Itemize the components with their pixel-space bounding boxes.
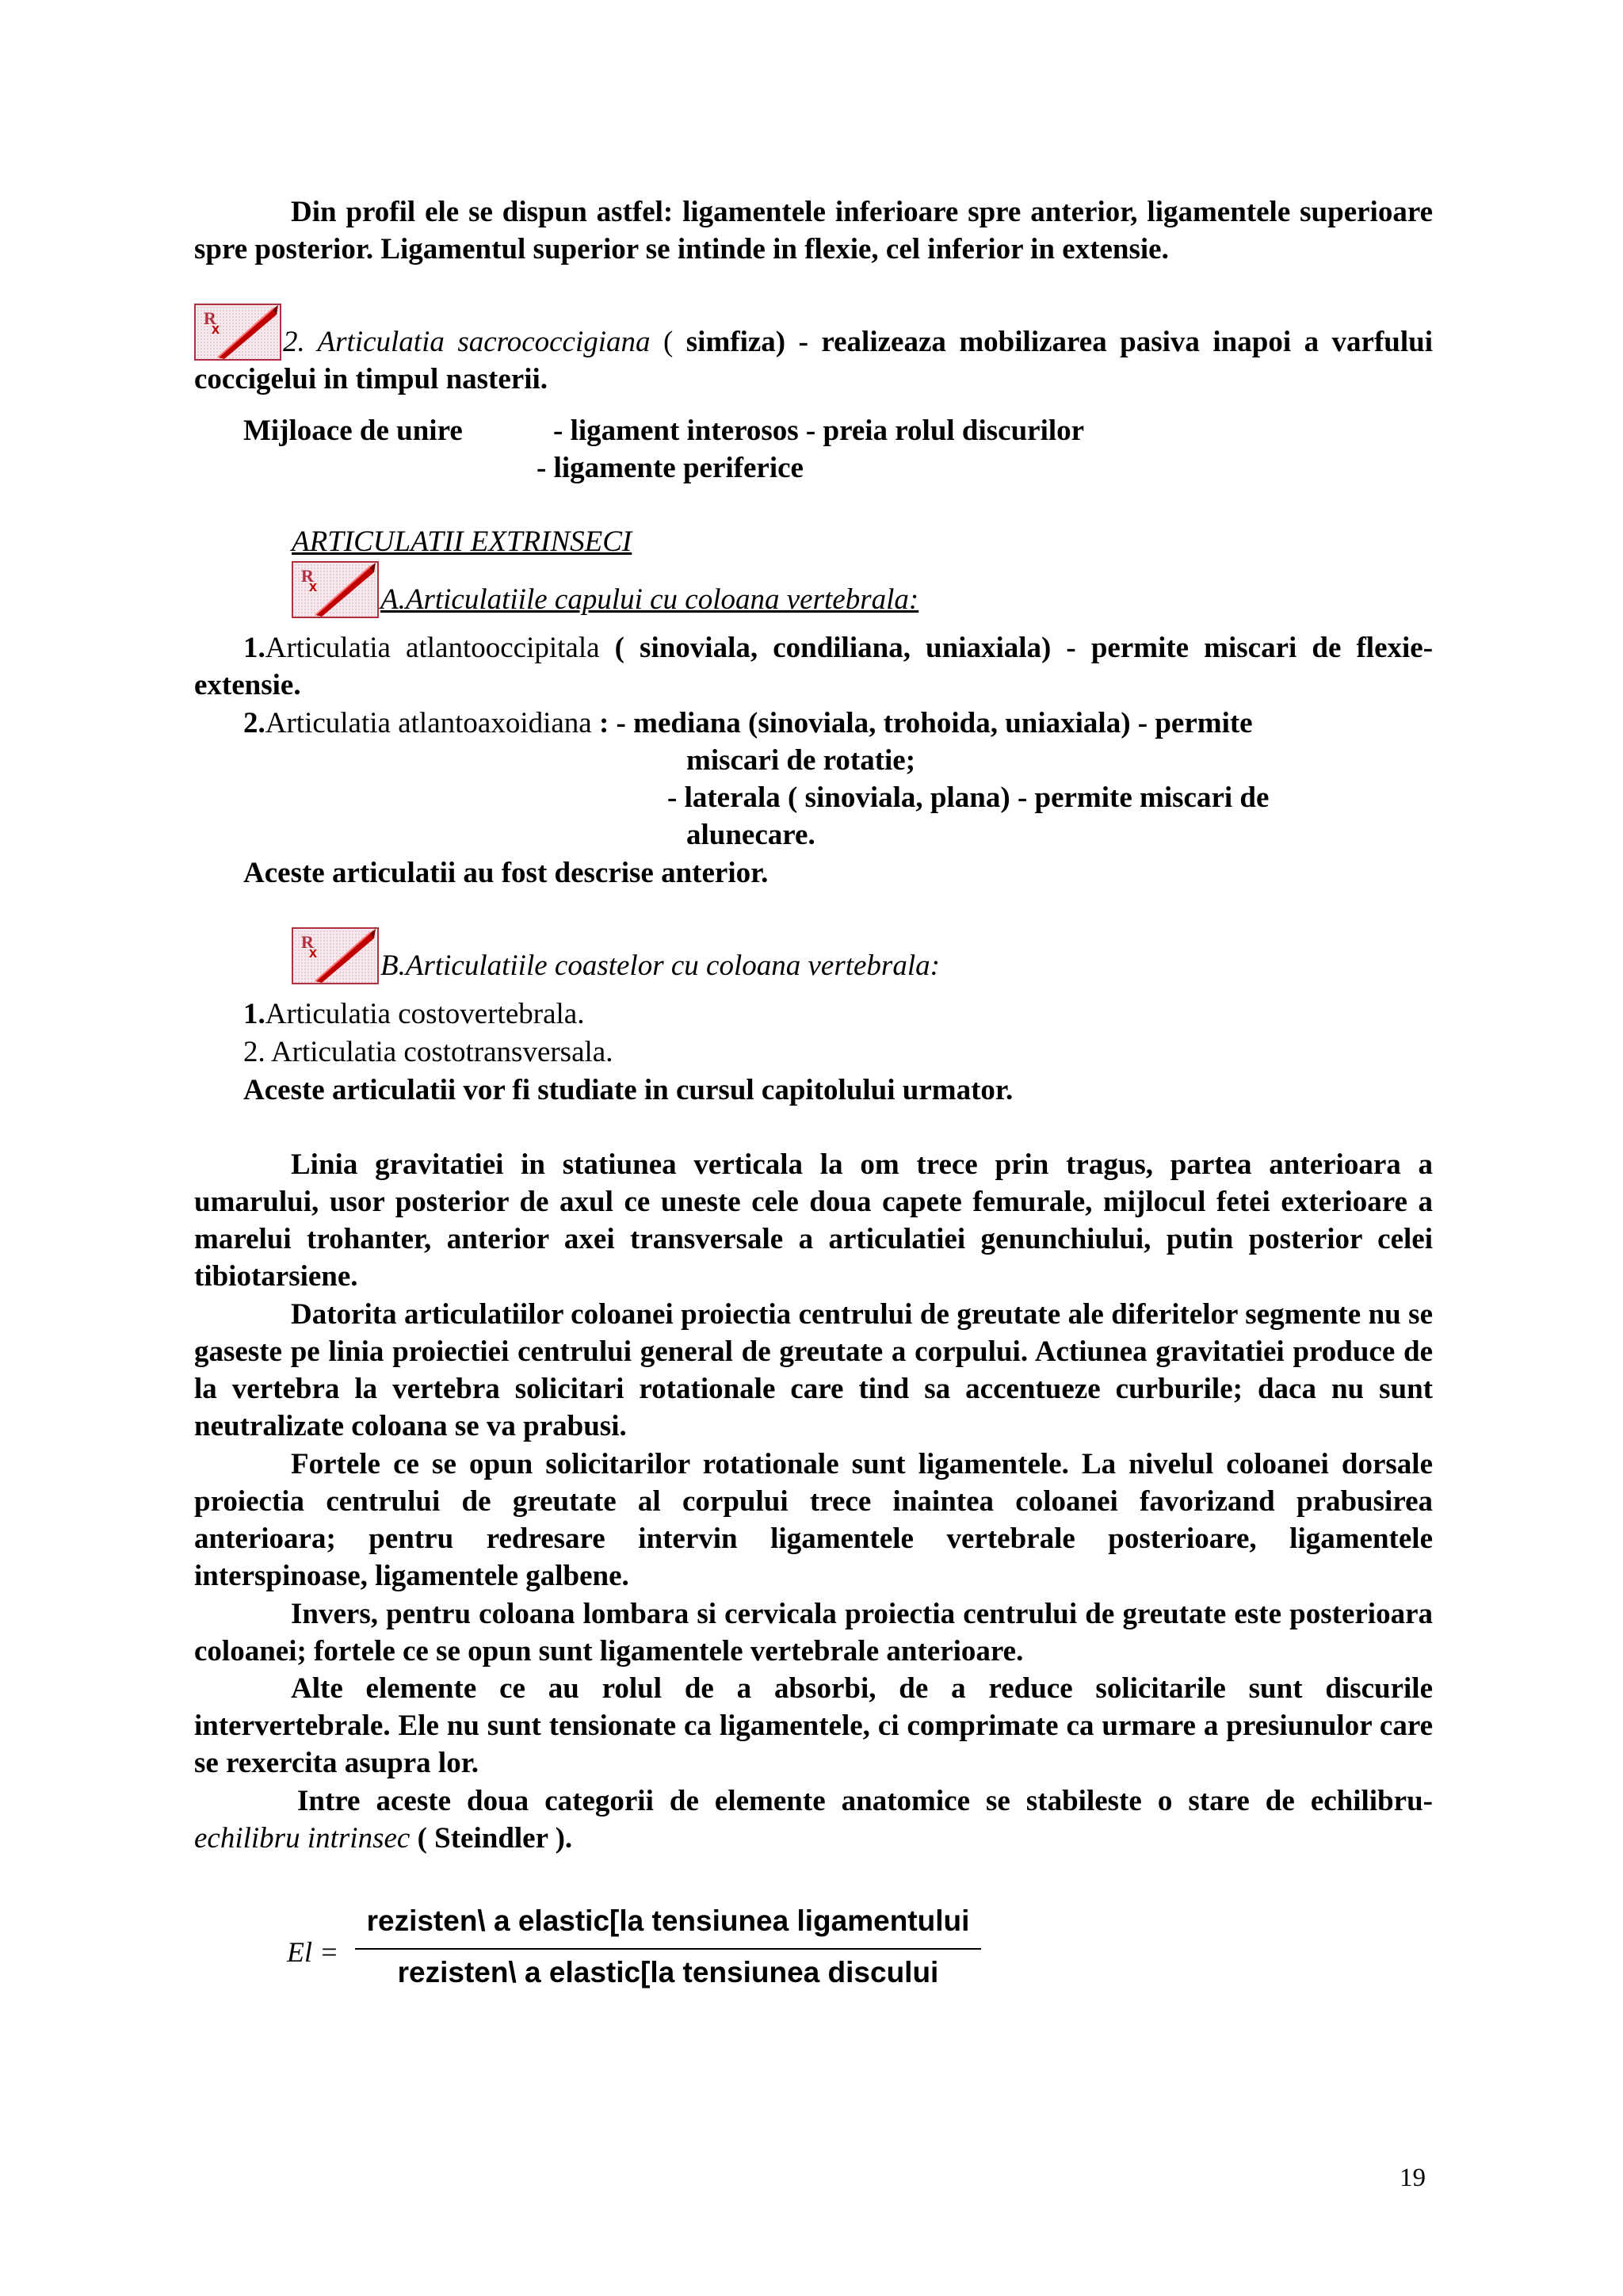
svg-text:R: R	[204, 308, 216, 328]
formula-numerator: rezisten\ a elastic[la tensiunea ligamentului	[366, 1904, 970, 1937]
paragraph-echilibru: Intre aceste doua categorii de elemente anatomice se stabileste o stare de echilibru- echilibru intrinsec ( Steindler ).	[194, 1785, 1433, 1855]
a2-name: Articulatia atlantoaxoidiana	[265, 707, 592, 739]
paragraph-discuri: Alte elemente ce au rolul de a absorbi, de a reduce solicitarile sunt discurile intervertebrale. Ele nu sunt tensionate ca ligamentele, ci comprimate ca urmare a presiunulor care se rexercita asupra lor.	[194, 1672, 1433, 1779]
formula-denominator: rezisten\ a elastic[la tensiunea discului	[397, 1956, 939, 1988]
rx-icon	[194, 304, 281, 361]
svg-text:x: x	[212, 321, 220, 337]
svg-text:x: x	[309, 945, 318, 961]
fraction-bar	[355, 1948, 981, 1950]
means-item-2: - ligamente periferice	[537, 452, 804, 484]
paragraph-ligaments	[194, 193, 1433, 268]
a2-laterala: - laterala ( sinoviala, plana) - permite miscari de	[667, 781, 1270, 814]
subsection-b-title	[292, 927, 940, 984]
means-item-1: - ligament interosos - preia rolul discurilor	[553, 415, 1085, 447]
paragraph-forte: Fortele ce se opun solicitarilor rotationale sunt ligamentele. La nivelul coloanei dorsale proiectia centrului de greutate al corpului trece inaintea coloanei favorizand prabusirea anterioara; pentru redresare intervin ligamentele vertebrale posterioare, ligamentele interspinoase, ligamentele galbene.	[194, 1448, 1433, 1592]
a2-mediana: - mediana (sinoviala, trohoida, uniaxiala) - permite	[616, 707, 1253, 739]
paragraph-proiectie: Datorita articulatiilor coloanei proiectia centrului de greutate ale diferitelor segmente nu se gaseste pe linia proiectiei centrului general de greutate a corpului. Actiunea gravitatiei produce de la vertebra la vertebra solicitari rotationale care tind sa accentueze curburile; daca nu sunt neutralizate coloana se va prabusi.	[194, 1298, 1433, 1442]
item-a1: 1.Articulatia atlantooccipitala ( sinoviala, condiliana, uniaxiala) - permite miscari de flexie- extensie.	[194, 632, 1434, 701]
item-b1: 1.Articulatia costovertebrala.	[243, 998, 585, 1030]
paragraph-gravitatie: Linia gravitatiei in statiunea verticala la om trece prin tragus, partea anterioara a umarului, usor posterior de axul ce uneste cele doua capete femurale, mijlocul fetei exterioare a marelui trohanter, anterior axei transversale a articulatiei genunchiului, putin posterior celei tibiotarsiene.	[194, 1148, 1433, 1293]
svg-text:x: x	[309, 579, 318, 594]
a1-desc: ( sinoviala, condiliana, uniaxiala) - permite miscari de flexie- extensie.	[194, 632, 1434, 701]
paragraph-text: Din profil ele se dispun astfel: ligamentele inferioare spre anterior, ligamentele superioare spre posterior. Ligamentul superior se intinde in flexie, cel inferior in extensie.	[194, 196, 1433, 266]
rx-icon	[292, 927, 379, 984]
svg-text:R: R	[301, 932, 314, 952]
paragraph-sacrococcigiana	[194, 304, 1433, 398]
a1-name: Articulatia atlantooccipitala	[265, 632, 600, 664]
page-number: 19	[1400, 2164, 1426, 2192]
subsection-a-text: A.Articulatiile capului cu coloana vertebrala:	[380, 583, 919, 616]
b-note: Aceste articulatii vor fi studiate in cursul capitolului urmator.	[243, 1074, 1014, 1106]
a-note: Aceste articulatii au fost descrise anterior.	[243, 857, 769, 889]
sacro-open: (	[650, 326, 686, 358]
paragraph-invers: Invers, pentru coloana lombara si cervicala proiectia centrului de greutate este posterioara coloanei; fortele ce se opun sunt ligamentele vertebrale anterioare.	[194, 1598, 1433, 1668]
sacro-title: 2. Articulatia sacrococcigiana	[283, 326, 651, 358]
item-a2: 2.Articulatia atlantoaxoidiana : - mediana (sinoviala, trohoida, uniaxiala) - permite	[243, 707, 1253, 739]
a2-laterala-cont: alunecare.	[686, 819, 815, 851]
a2-mediana-cont: miscari de rotatie;	[686, 744, 916, 777]
means-label: Mijloace de unire	[243, 415, 463, 447]
sacro-rest: simfiza) - realizeaza mobilizarea pasiva inapoi a varfului coccigelui in timpul nasterii.	[194, 326, 1433, 395]
section-heading: ARTICULATII EXTRINSECI	[292, 525, 632, 558]
subsection-b-text: B.Articulatiile coastelor cu coloana vertebrala:	[380, 949, 940, 982]
rx-icon	[292, 561, 379, 618]
item-b2: 2. Articulatia costotransversala.	[243, 1036, 613, 1068]
subsection-a-title	[292, 561, 918, 618]
svg-text:R: R	[301, 566, 314, 586]
formula-lhs: El =	[287, 1936, 339, 1968]
